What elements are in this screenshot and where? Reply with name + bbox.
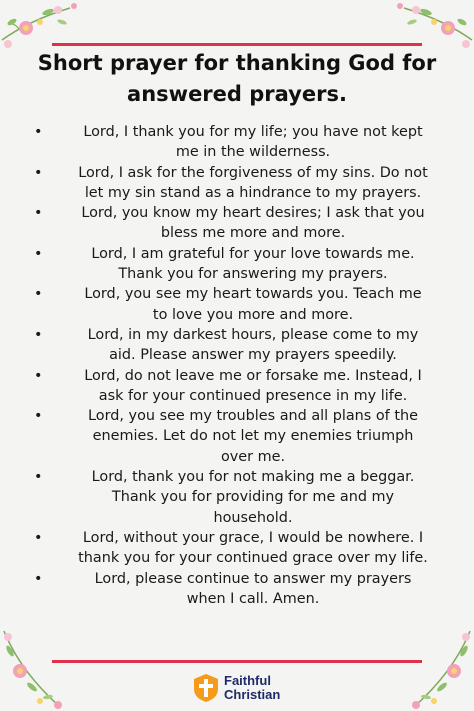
flower-decoration-icon <box>0 621 80 711</box>
bullet-icon: • <box>34 245 43 262</box>
prayer-line: Lord, you see my troubles and all plans of the <box>88 408 418 425</box>
bullet-icon: • <box>34 367 43 384</box>
prayer-line: Lord, you know my heart desires; I ask that you <box>81 205 425 222</box>
prayer-line: me in the wilderness. <box>175 144 331 161</box>
cross-icon <box>193 673 219 703</box>
prayer-line: Thank you for providing for me and my <box>111 489 395 506</box>
prayer-item <box>34 528 458 569</box>
prayer-line: household. <box>213 509 293 526</box>
prayer-item <box>34 284 458 325</box>
bullet-icon: • <box>34 164 43 181</box>
prayer-item <box>34 325 458 366</box>
prayer-line: Lord, thank you for not making me a beggar. <box>91 469 415 486</box>
bullet-icon: • <box>34 469 43 486</box>
prayer-line: enemies. Let do not let my enemies triumph <box>92 428 414 445</box>
bullet-icon: • <box>34 286 43 303</box>
logo-line-1: Faithful <box>224 673 271 688</box>
logo-line-2: Christian <box>224 687 281 702</box>
prayer-item <box>34 163 458 204</box>
prayer-item <box>34 203 458 244</box>
prayer-line: Lord, I am grateful for your love towards me. <box>91 245 415 262</box>
prayer-line: thank you for your continued grace over my life. <box>78 550 428 567</box>
prayer-item <box>34 122 458 163</box>
prayer-line: ask for your continued presence in my life. <box>98 387 408 404</box>
prayer-line: bless me more and more. <box>160 225 346 242</box>
prayer-line: Lord, I ask for the forgiveness of my sins. Do not <box>78 164 428 181</box>
prayer-item <box>34 366 458 407</box>
bullet-icon: • <box>34 570 43 587</box>
title-line-2: answered prayers. <box>127 82 347 106</box>
prayer-line: when I call. Amen. <box>186 590 320 607</box>
prayer-line: Lord, you see my heart towards you. Teach me <box>84 286 422 303</box>
prayer-item <box>34 406 458 467</box>
bottom-divider <box>52 660 422 663</box>
prayer-list <box>34 122 458 609</box>
bullet-icon: • <box>34 205 43 222</box>
bullet-icon: • <box>34 408 43 425</box>
page-title <box>20 48 454 110</box>
prayer-line: to love you more and more. <box>152 306 354 323</box>
prayer-line: let my sin stand as a hindrance to my prayers. <box>84 184 422 201</box>
brand-logo <box>193 670 280 706</box>
bullet-icon: • <box>34 124 43 140</box>
prayer-line: Lord, please continue to answer my prayers <box>94 570 412 587</box>
bullet-icon: • <box>34 529 43 546</box>
prayer-line: Thank you for answering my prayers. <box>118 266 388 283</box>
prayer-line: aid. Please answer my prayers speedily. <box>109 347 397 364</box>
prayer-line: over me. <box>220 448 286 465</box>
prayer-item <box>34 467 458 528</box>
bullet-icon: • <box>34 326 43 343</box>
prayer-item <box>34 244 458 285</box>
top-divider <box>52 43 422 46</box>
prayer-line: Lord, I thank you for my life; you have not kept <box>83 124 423 140</box>
prayer-line: Lord, do not leave me or forsake me. Instead, I <box>84 367 422 384</box>
flower-decoration-icon <box>394 621 474 711</box>
prayer-line: Lord, without your grace, I would be nowhere. I <box>82 529 424 546</box>
prayer-line: Lord, in my darkest hours, please come to my <box>87 326 419 343</box>
prayer-item <box>34 569 458 610</box>
title-line-1: Short prayer for thanking God for <box>37 51 437 75</box>
